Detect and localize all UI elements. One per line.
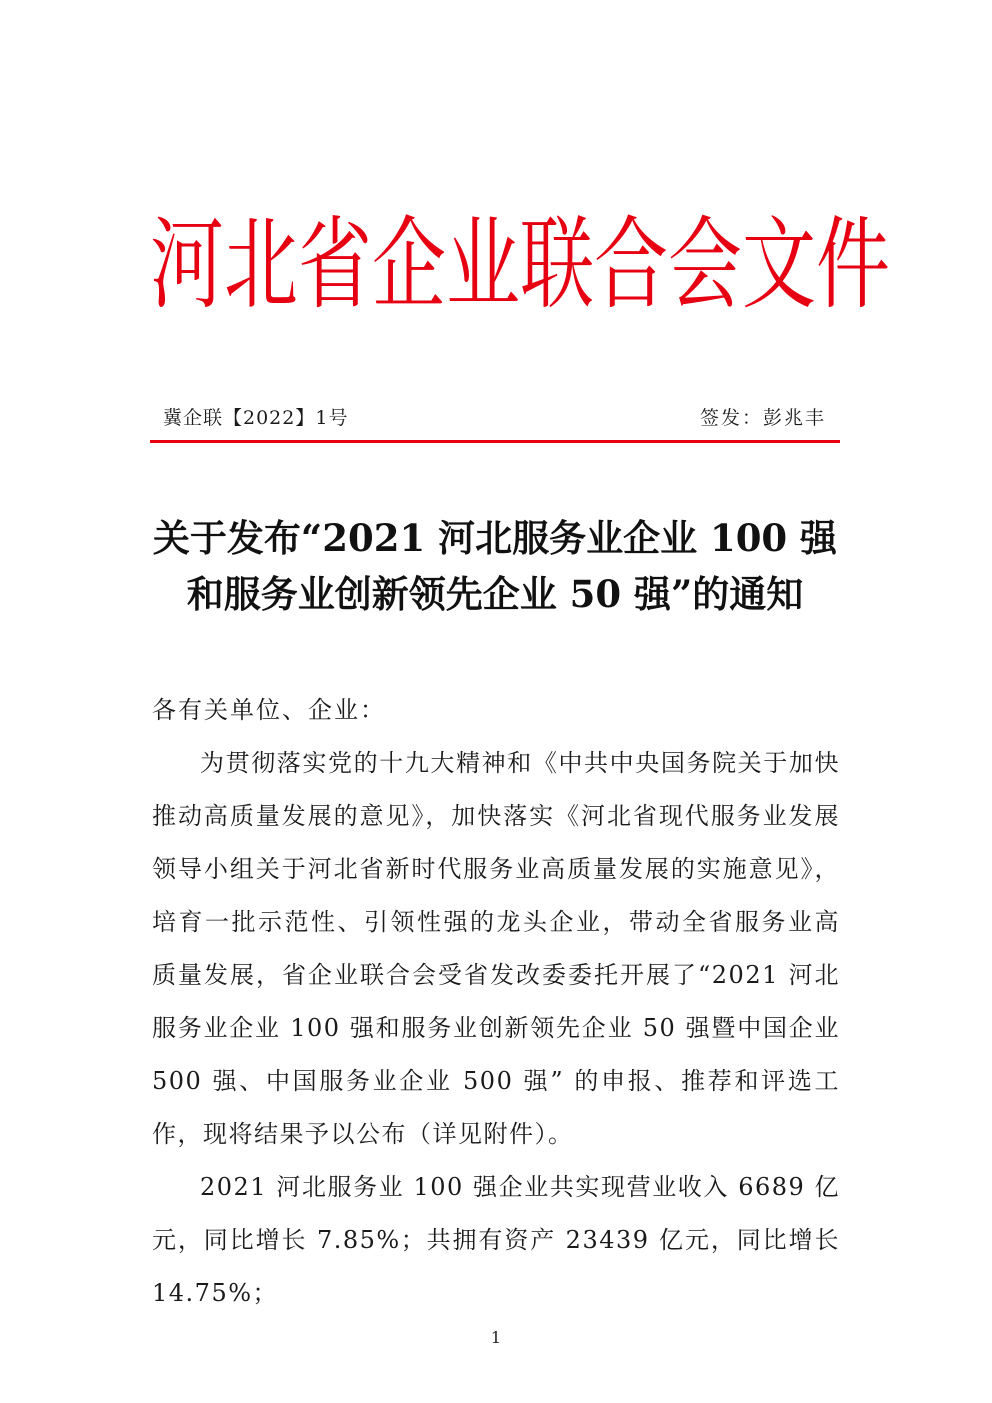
notice-title xyxy=(150,510,840,622)
body-paragraph-1: 为贯彻落实党的十九大精神和《中共中央国务院关于加快推动高质量发展的意见》，加快落实《河北省现代服务业发展领导小组关于河北省新时代服务业高质量发展的实施意见》，培育一批示范性、引领性强的龙头企业，带动全省服务业高质量发展，省企业联合会受省发改委委托开展了“2021 河北服务业企业 100 强和服务业创新领先企业 50 强暨中国企业 500 强、中国服务业企业 500 强” 的申报、推荐和评选工作，现将结果予以公布（详见附件）。 xyxy=(152,749,840,1148)
notice-title-line-1: 关于发布“2021 河北服务业企业 100 强 xyxy=(152,516,838,560)
document-number: 冀企联【2022】1号 xyxy=(163,407,349,429)
issuer-signature: 签发：彭兆丰 xyxy=(699,407,826,429)
salutation: 各有关单位、企业： xyxy=(152,696,386,724)
masthead-title: 河北省企业联合会文件 xyxy=(150,206,890,324)
notice-title-line-2: 和服务业创新领先企业 50 强”的通知 xyxy=(186,572,804,616)
body-paragraph-2: 2021 河北服务业 100 强企业共实现营业收入 6689 亿元，同比增长 7.85%；共拥有资产 23439 亿元，同比增长 14.75%； xyxy=(152,1173,840,1307)
red-header-rule xyxy=(150,440,840,443)
notice-body xyxy=(152,684,840,1320)
page-number: 1 xyxy=(490,1328,502,1347)
